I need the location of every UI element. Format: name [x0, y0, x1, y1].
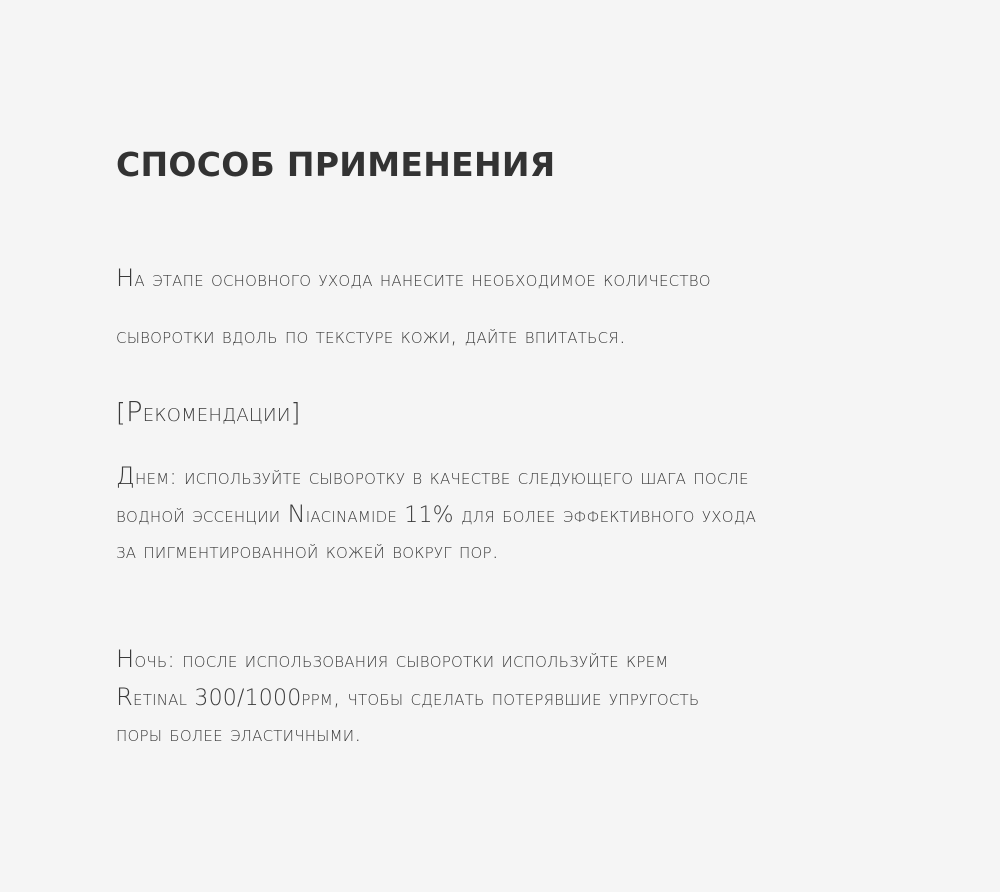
day-line-3: за пигментированной кожей вокруг пор. — [116, 539, 499, 564]
day-usage-paragraph — [116, 458, 756, 570]
night-usage-paragraph — [116, 641, 699, 753]
section-title: СПОСОБ ПРИМЕНЕНИЯ — [116, 145, 556, 184]
day-line-2: водной эссенции Niacinamide 11% для более эффективного ухода — [116, 500, 757, 528]
night-line-1: Ночь: после использования сыворотки используйте крем — [116, 645, 669, 673]
day-line-1: Днем: используйте сыворотку в качестве следующего шага после — [116, 462, 749, 490]
intro-paragraph — [116, 250, 711, 365]
recommendations-label: [Рекомендации] — [116, 396, 301, 428]
intro-line-2: сыворотки вдоль по текстуре кожи, дайте впитаться. — [116, 324, 627, 349]
night-line-2: Retinal 300/1000ppm, чтобы сделать потерявшие упругость — [116, 683, 700, 711]
night-line-3: поры более эластичными. — [116, 722, 362, 747]
intro-line-1: На этапе основного ухода нанесите необходимое количество — [116, 264, 711, 292]
